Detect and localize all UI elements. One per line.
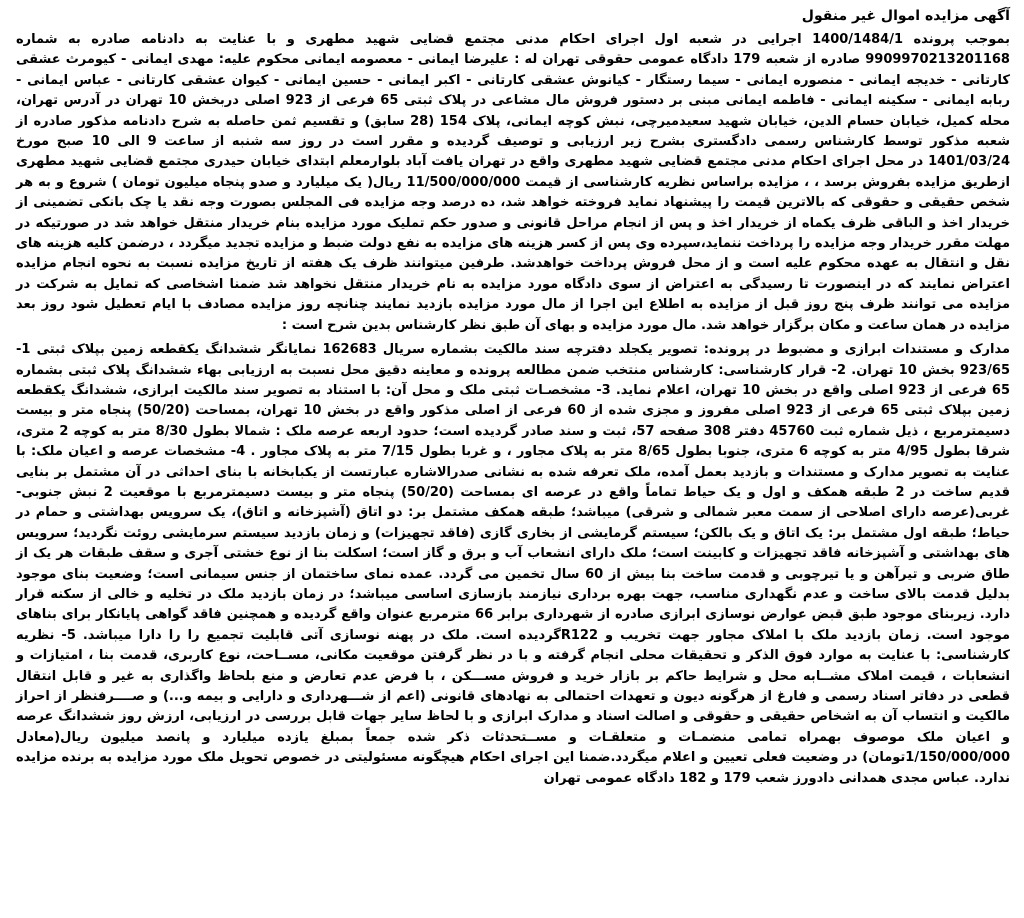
notice-paragraph-expert-report: مدارک و مستندات ابرازی و مضبوط در پرونده: تصویر یکجلد دفترچه سند مالکیت بشماره سریال 162683 نمایانگر ششدانگ یکقطعه زمین بپلاک ثبتی 1-923/65 بخش 10 تهران. 2- قرار کارشناسی: کارشناس منتخب ضمن مطالعه پرونده و معاینه دقیق محل نسبت به ارزیابی بهاء ششدانگ پلاک ثبتی بشماره 65 فرعی از 923 اصلی واقع در بخش 10 تهران، اعلام نماید. 3- مشخصـات ثبتی ملک و محل آن: با استناد به تصویر سند مالکیت ابرازی، ششدانگ یکقطعه زمین بپلاک ثبتی 65 فرعی از 923 اصلی مفروز و مجزی شده از 60 فرعی از اصلی مذکور واقع در بخش 10 تهران، بمساحت (50/20) پنجاه متر و بیست دسیمترمربع ، ذیل شماره ثبت 45760 دفتر 308 صفحه 57، ثبت و سند صادر گردیده است؛ حدود اربعه عرصه ملک : شمالا بطول 8/30 متر به کوچه 2 متری، شرقا بطول 4/95 متر به کوچه 6 متری، جنوبا بطول 8/65 متر به پلاک مجاور ، و غربا بطول 7/15 متر به پلاک مجاور . 4- مشخصات عرصه و اعیان ملک: با عنایت به تصویر مدارک و مستندات و بازدید بعمل آمده، ملک تعرفه شده به نشانی صدرالاشاره عبارتست از یکبابخانه با بنای احداثی در آن مشتمل بر بنایی قدیم ساخت در 2 طبقه همکف و اول و یک حیاط تماماً واقع در عرصه ای بمساحت (50/20) پنجاه متر و بیست دسیمترمربع با موقعیت 2 نبش جنوبی- غربی(عرصه دارای اصلاحی از سمت معبر شمالی و شرقی) میباشد؛ طبقه همکف مشتمل بر: دو اتاق (آشپزخانه و اتاق)، یک سرویس بهداشتی و حمام در حیاط؛ طبقه اول مشتمل بر: یک اتاق و یک بالکن؛ سیستم گرمایشی از بخاری گازی (فاقد تجهیزات) و زمان بازدید سیستم سرمایشی روئت نگردید؛ سرویس های بهداشتی و آشپزخانه فاقد تجهیزات و کابینت است؛ ملک دارای انشعاب آب و برق و گاز است؛ اسکلت بنا از نوع خشتی آجری و سقف طبقات هر یک از طاق ضربی و تیرآهن و یا تیرچوبی و قدمت ساخت بنا بیش از 60 سال تخمین می گردد. عمده نمای ساختمان از جنس سیمانی است؛ وضعیت بنای موجود بدلیل قدمت بالای ساخت و عدم نگهداری مناسب، جهت بهره برداری نیازمند بازسازی اساسی میباشد؛ در زمان بازدید ملک در تخلیه و خالی از سکنه قرار دارد. زیربنای موجود طبق قبض عوارض نوسازی ابرازی صادره از شهرداری برابر 66 مترمربع عنوان واقع گردیده و همچنین فاقد گواهی پایانکار برای بناهای موجود است. زمان بازدید ملک با املاک مجاور جهت تخریب و R122گردیده است. ملک در پهنه نوسازی آتی قابلیت تجمیع را را دارا میباشد. 5- نظریه کارشناسی: با عنایت به موارد فوق الذکر و تحقیقات محلی انجام گرفته و با در نظر گرفتن موقعیت مکانی، مســاحت، نوع کاربری، قدمت بنا ، امتیازات و انشعابات ، قیمت املاک مشــابه محل و شرایط حاکم بر بازار خرید و فروش مســـکن ، با فرض عدم تعارض و منع بلحاظ واگذاری به غیر و قابل انتقال قطعی در دفاتر اسناد رسمی و فارغ از هرگونه دیون و تعهدات احتمالی به نهادهای قانونی (اعم از شـــهرداری و دارایی و بیمه و...) و صــــرفنظر از احراز مالکیت و انتساب آن به اشخاص حقیقی و حقوقی و اصالت اسناد و مدارک ابرازی و با لحاظ سایر جهات قابل بررسی در ارزیابی، ارزش روز ششدانگ عرصه و اعیان ملک موصوف بهمراه تمامی منضمـات و متعلقـات و مســتحدثات ذکر شده جمعاً بمبلغ یازده میلیارد و پانصد میلیون ریال(معادل 1/150/000/000تومان) در وضعیت فعلی تعیین و اعلام میگردد.ضمنا این اجرای احکام هیچگونه مسئولیتی در خصوص تحویل ملک مورد مزایده به برنده مزایده ندارد. عباس مجدی همدانی دادورز شعب 179 و 182 دادگاه عمومی تهران <box>16 342 1011 786</box>
notice-title: آگهی مزایده اموال غیر منقول <box>801 8 1010 24</box>
notice-paragraph-intro: بموجب پرونده 1400/1484/1 اجرایی در شعبه اول اجرای احکام مدنی مجتمع قضایی شهید مطهری و با عنایت به دادنامه صادره به شماره 9909970213201168 صادره از شعبه 179 دادگاه عمومی حقوقی تهران له : علیرضا ایمانی - معصومه ایمانی محکوم علیه: مهدی ایمانی - کیومرث عشقی کارتانی - خدیجه ایمانی - منصوره ایمانی - سیما رستگار - کیانوش عشقی کارتانی - اکبر ایمانی - حسین ایمانی - کیوان عشقی کارتانی - عباس ایمانی - ربابه ایمانی - سکینه ایمانی - فاطمه ایمانی مبنی بر دستور فروش مال مشاعی در پلاک ثبتی 65 فرعی از 923 اصلی دربخش 10 تهران در آدرس تهران، محله کمیل، خیابان حسام الدین، خیابان شهید سعیدمیرچی، نبش کوچه ایمانی، پلاک 154 (28 سابق) و تقسیم ثمن حاصله به شرح دادنامه مذکور صادره از شعبه مذکور توسط کارشناس رسمی دادگستری بشرح زیر ارزیابی و توصیف گردیده و مقرر است در روز سه شنبه از ساعت 9 الی 10 صبح مورخ 1401/03/24 در محل اجرای احکام مدنی مجتمع قضایی شهید مطهری واقع در تهران یافت آباد بلوارمعلم ابتدای خیابان حیدری مجتمع قضایی شهید مطهری ازطریق مزایده بفروش برسد ، ، مزایده براساس نظریه کارشناسی از قیمت 11/500/000/000 ریال( یک میلیارد و صدو پنجاه میلیون تومان ) شروع و به هر شخص حقیقی و حقوقی که بالاترین قیمت را پیشنهاد نماید فروخته خواهد شد، ده درصد وجه مزایده فی المجلس بصورت وجه نقد یا چک بانکی تضمینی از خریدار اخذ و الباقی ظرف یکماه از خریدار اخذ و پس از انجام مراحل قانونی و صدور حکم تملیک مورد مزایده بنام خریدار منتقل خواهد شد در صورتیکه در مهلت مقرر خریدار وجه مزایده را پرداخت ننماید،سپرده وی پس از کسر هزینه های مزایده به نفع دولت ضبط و مزایده تجدید میگردد ، درضمن کلیه هزینه های نقل و انتقال به عهده محکوم علیه است و از محل فروش پرداخت خواهدشد. طرفین میتوانند ظرف یک هفته از تاریخ مزایده نسبت به نحوه انجام مزایده اعتراض نمایند که در اینصورت تا رسیدگی به اعتراض از سوی دادگاه مورد مزایده به نام خریدار منتقل نخواهد شد ضمنا اشخاصی که تمایل به شرکت در مزایده می توانند ظرف پنج روز قبل از مزایده به اطلاع این اجرا از مال مورد مزایده بازدید نمایند چنانچه روز مزایده مصادف با ایام تعطیل شود روز بعد مزایده در همان ساعت و مکان برگزار خواهد شد. مال مورد مزایده و بهای آن طبق نظر کارشناس بدین شرح است : <box>16 32 1011 333</box>
